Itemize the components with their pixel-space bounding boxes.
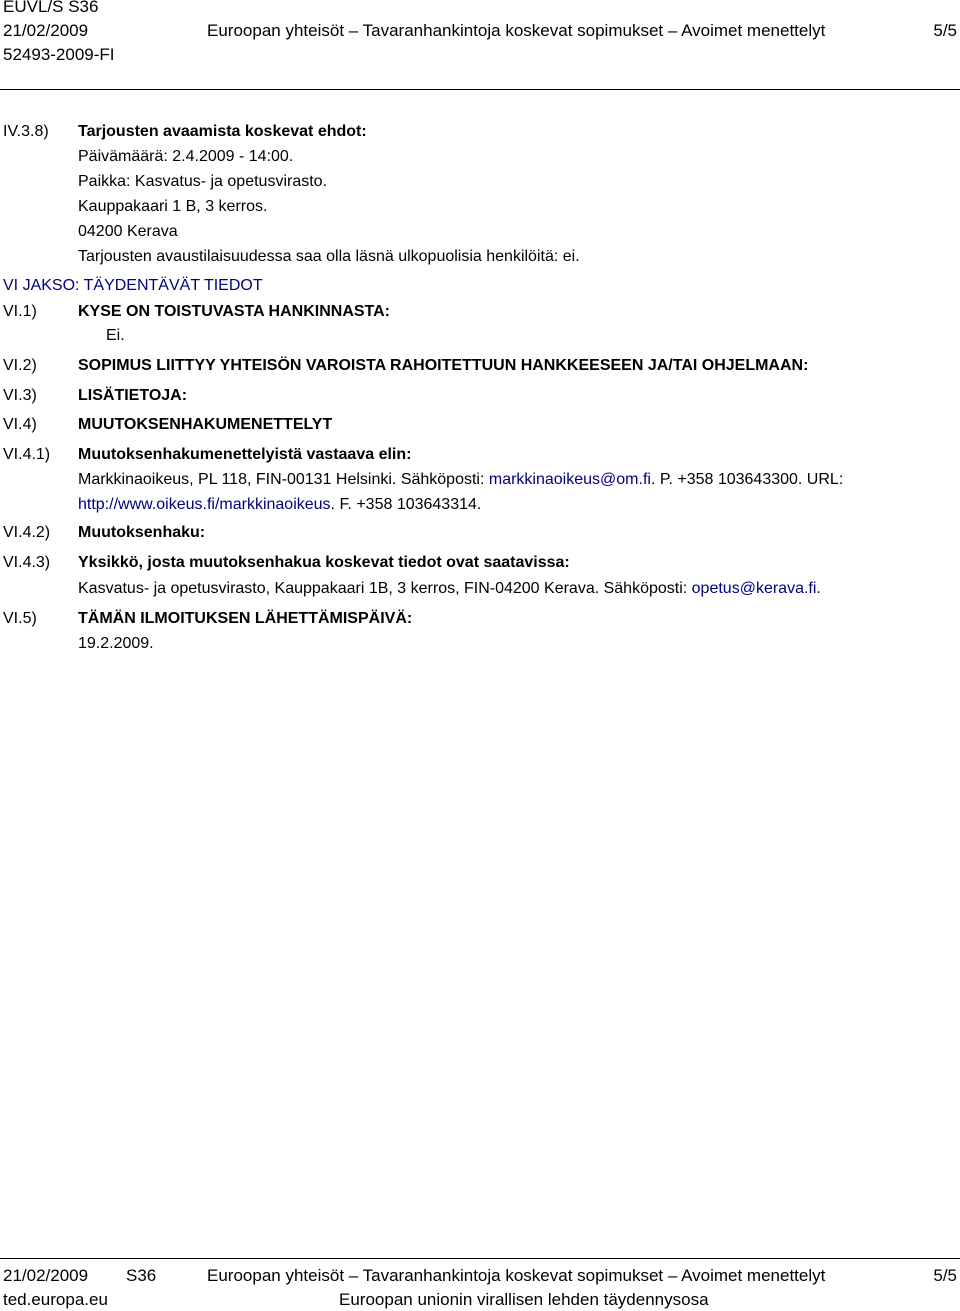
footer-date: 21/02/2009: [3, 1266, 89, 1285]
email-link[interactable]: opetus@kerava.fi: [691, 580, 817, 597]
url-link[interactable]: http://www.oikeus.fi/markkinaoikeus: [78, 496, 331, 513]
text-line: Kauppakaari 1 B, 3 kerros.: [78, 198, 268, 215]
section-heading: SOPIMUS LIITTYY YHTEISÖN VAROISTA RAHOITETTUUN HANKKEESEEN JA/TAI OHJELMAAN:: [78, 357, 809, 374]
footer-divider: [0, 1258, 960, 1259]
footer-publication: Euroopan unionin virallisen lehden täydennysosa: [339, 1290, 709, 1309]
header-page: 5/5: [933, 21, 957, 40]
section-heading: Tarjousten avaamista koskevat ehdot:: [78, 123, 367, 140]
contact-line: [78, 579, 821, 599]
footer-title: Euroopan yhteisöt – Tavaranhankintoja koskevat sopimukset – Avoimet menettelyt: [207, 1266, 826, 1285]
contact-text: . F. +358 103643314.: [330, 496, 482, 513]
section-number: VI.4): [3, 416, 37, 433]
header-doc-id: 52493-2009-FI: [3, 45, 115, 64]
section-value: Ei.: [106, 327, 125, 344]
footer-page: 5/5: [933, 1266, 957, 1285]
text-line: Paikka: Kasvatus- ja opetusvirasto.: [78, 173, 328, 190]
contact-text: . P. +358 103643300. URL:: [650, 471, 844, 488]
email-link[interactable]: markkinaoikeus@om.fi: [488, 471, 651, 488]
section-number: VI.4.3): [3, 554, 51, 571]
section-number: VI.1): [3, 303, 37, 320]
section-number: VI.2): [3, 357, 37, 374]
contact-line: [78, 470, 843, 490]
footer-series: S36: [126, 1266, 157, 1285]
header-title: Euroopan yhteisöt – Tavaranhankintoja koskevat sopimukset – Avoimet menettelyt: [207, 21, 826, 40]
section-heading: MUUTOKSENHAKUMENETTELYT: [78, 416, 333, 433]
contact-text: Markkinaoikeus, PL 118, FIN-00131 Helsinki. Sähköposti:: [78, 471, 489, 488]
text-line: Päivämäärä: 2.4.2009 - 14:00.: [78, 148, 294, 165]
contact-line: [78, 495, 481, 515]
contact-text: Kasvatus- ja opetusvirasto, Kauppakaari 1B, 3 kerros, FIN-04200 Kerava. Sähköposti:: [78, 580, 692, 597]
section-heading: KYSE ON TOISTUVASTA HANKINNASTA:: [78, 303, 391, 320]
section-number: VI.4.2): [3, 524, 51, 541]
section-heading: TÄMÄN ILMOITUKSEN LÄHETTÄMISPÄIVÄ:: [78, 610, 413, 627]
footer-site[interactable]: ted.europa.eu: [3, 1290, 108, 1309]
text-line: Tarjousten avaustilaisuudessa saa olla läsnä ulkopuolisia henkilöitä: ei.: [78, 248, 580, 265]
section-heading: LISÄTIETOJA:: [78, 387, 188, 404]
section-number: VI.4.1): [3, 446, 51, 463]
section-value: 19.2.2009.: [78, 635, 154, 652]
section-vi-heading: VI JAKSO: TÄYDENTÄVÄT TIEDOT: [3, 277, 263, 294]
section-heading: Yksikkö, josta muutoksenhakua koskevat tiedot ovat saatavissa:: [78, 554, 570, 571]
section-number: VI.3): [3, 387, 37, 404]
section-heading: Muutoksenhaku:: [78, 524, 206, 541]
contact-text: .: [816, 580, 821, 597]
text-line: 04200 Kerava: [78, 223, 178, 240]
section-heading: Muutoksenhakumenettelyistä vastaava elin:: [78, 446, 412, 463]
header-divider: [0, 89, 960, 90]
section-number: IV.3.8): [3, 123, 49, 140]
header-series: EUVL/S S36: [3, 0, 99, 16]
header-date: 21/02/2009: [3, 21, 89, 40]
section-number: VI.5): [3, 610, 37, 627]
